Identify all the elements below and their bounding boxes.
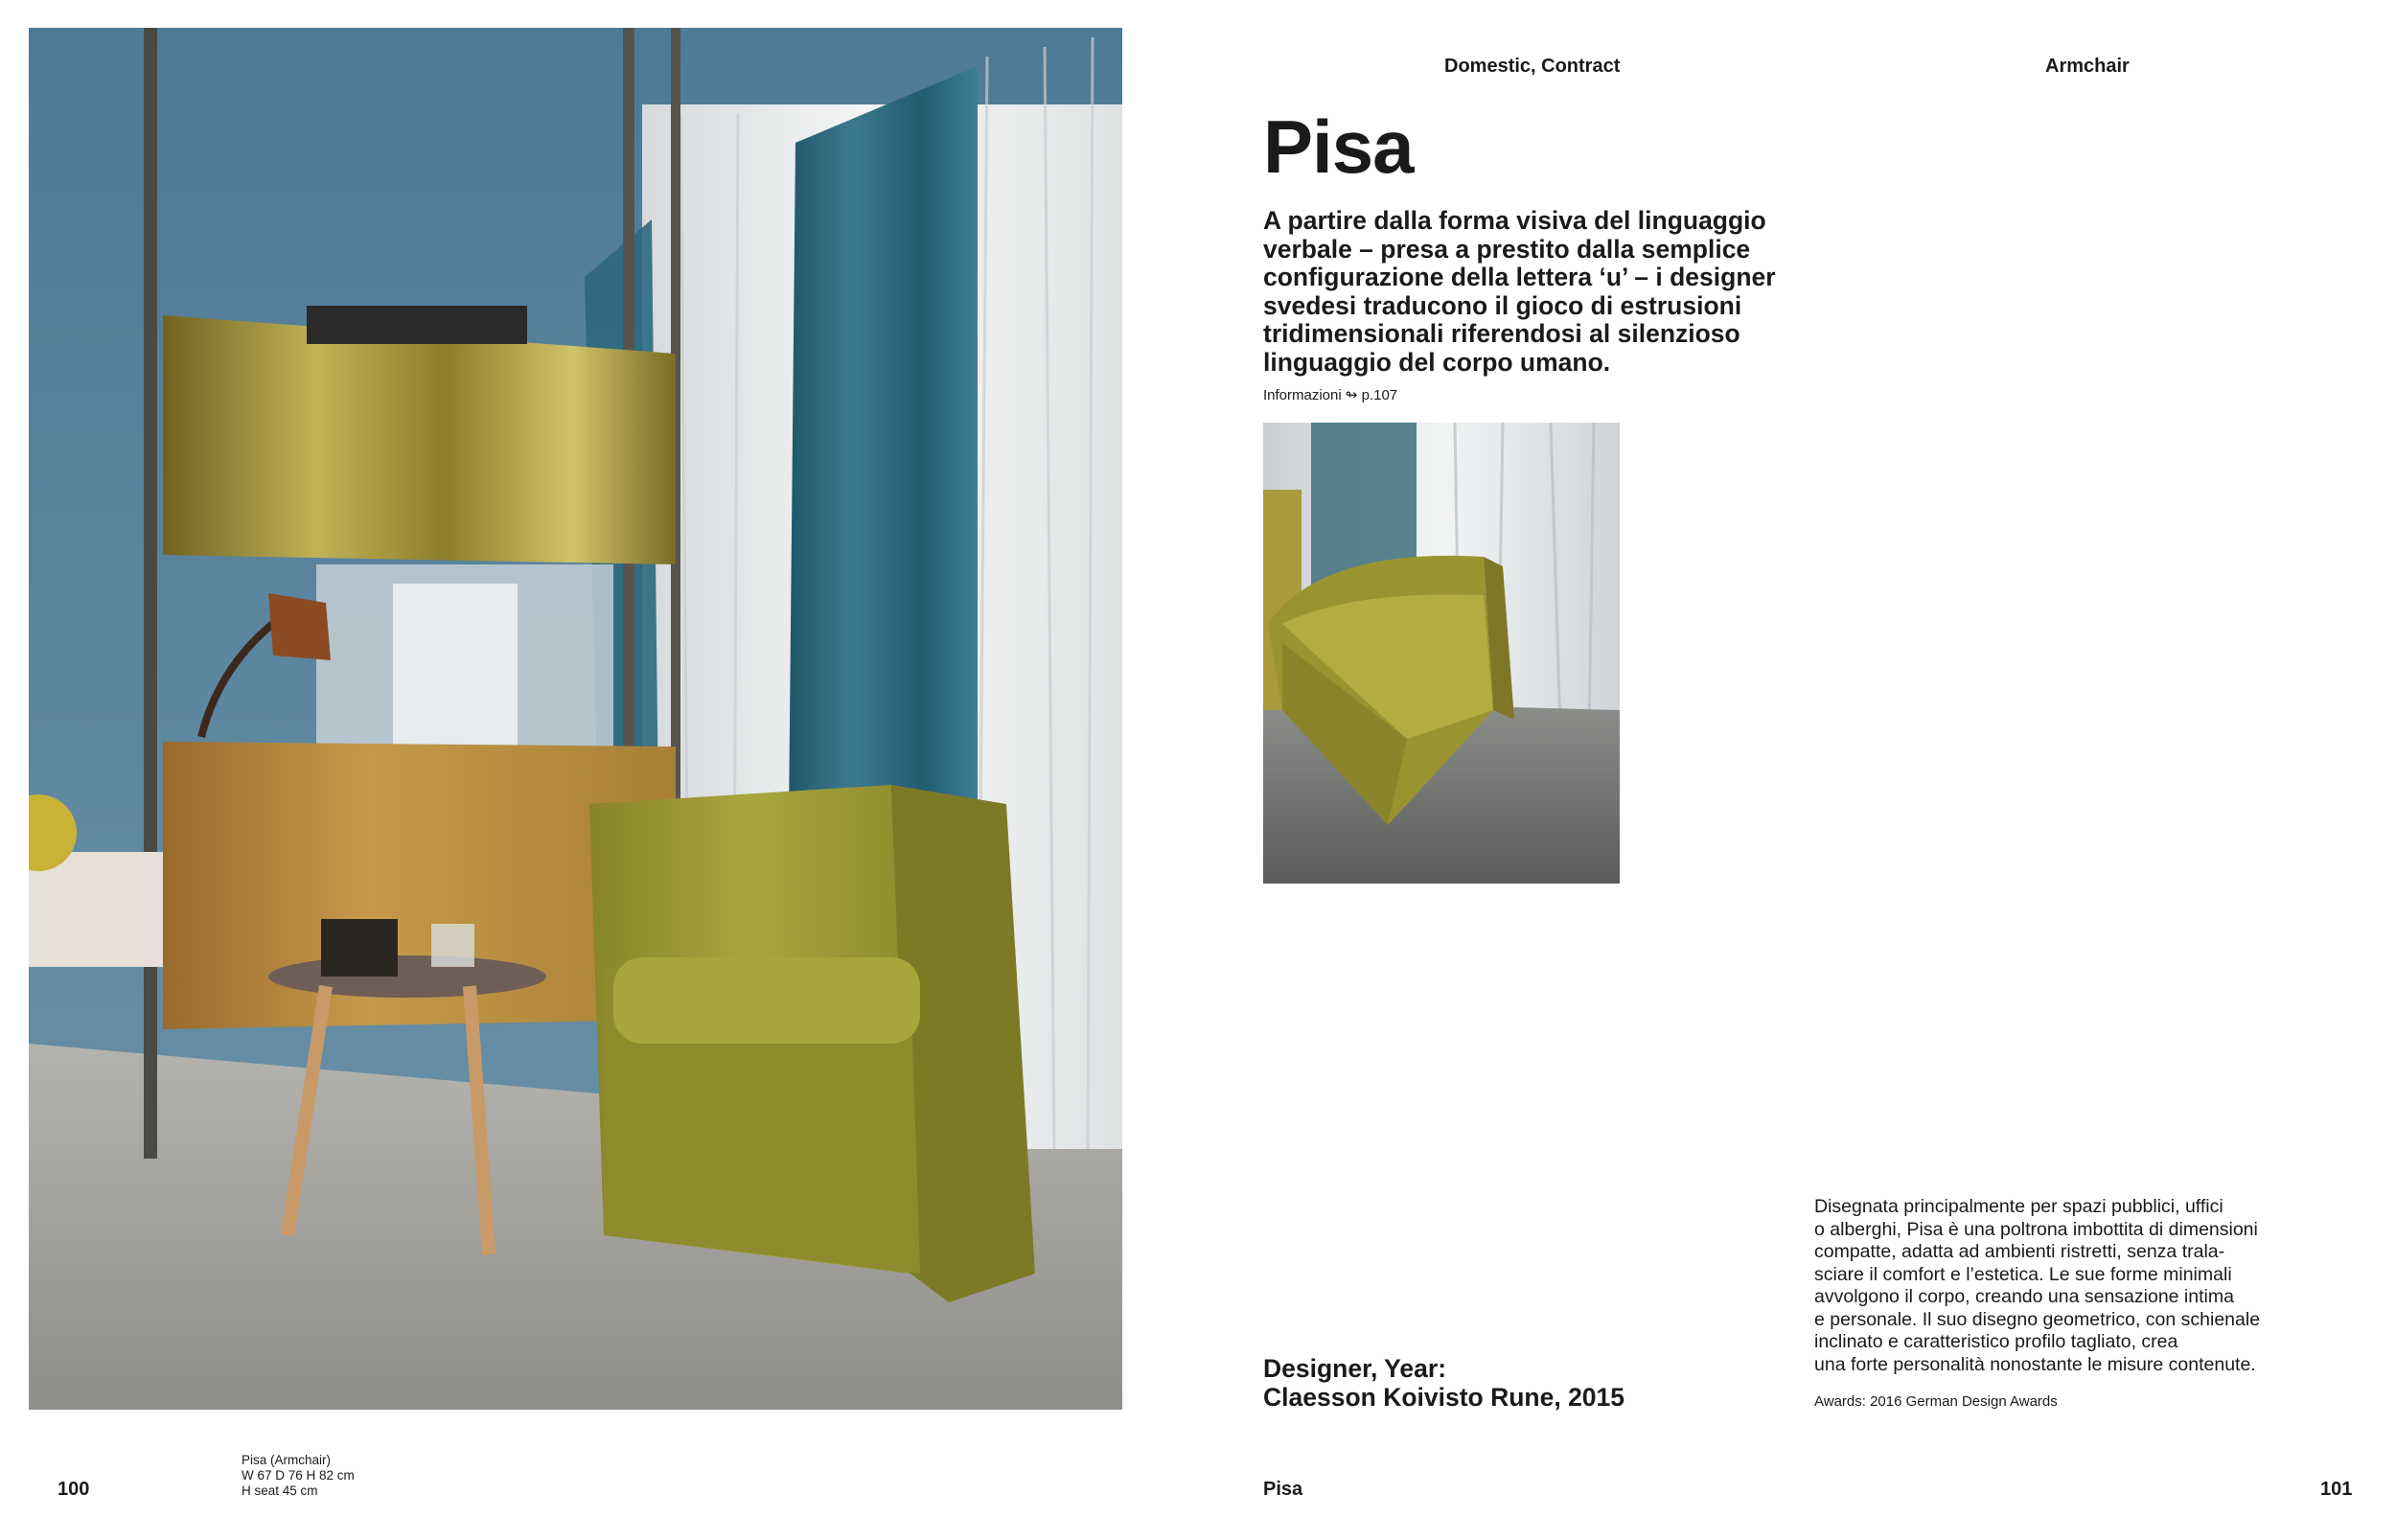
caption-dimensions: W 67 D 76 H 82 cm (242, 1468, 355, 1483)
description-line: sciare il comfort e l’estetica. Le sue forme minimali (1814, 1263, 2232, 1285)
product-caption (242, 1453, 355, 1499)
description-line: compatte, adatta ad ambienti ristretti, senza trala- (1814, 1241, 2225, 1262)
description-line: una forte personalità nonostante le misure contenute. (1814, 1353, 2256, 1375)
category-tag: Domestic, Contract (1444, 56, 1621, 77)
caption-name: Pisa (Armchair) (242, 1453, 332, 1467)
designer-block (1263, 1354, 1624, 1412)
hero-photo (29, 28, 1122, 1410)
page-number-left: 100 (58, 1479, 90, 1500)
page-number-right: 101 (2320, 1479, 2353, 1500)
description-line: e personale. Il suo disegno geometrico, con schienale (1814, 1308, 2261, 1330)
hero-photo-illustration (29, 28, 1122, 1410)
caption-seat-height: H seat 45 cm (242, 1483, 318, 1498)
description-line: o alberghi, Pisa è una poltrona imbottita di dimensioni (1814, 1218, 2258, 1240)
armchair-thumbnail-photo (1263, 423, 1620, 884)
description-line: Disegnata principalmente per spazi pubblici, uffici (1814, 1196, 2223, 1217)
running-title: Pisa (1263, 1479, 1303, 1500)
product-title: Pisa (1263, 104, 1414, 189)
designer-value: Claesson Koivisto Rune, 2015 (1263, 1383, 1625, 1412)
armchair-thumbnail-illustration (1263, 423, 1620, 884)
description-paragraph (1814, 1196, 2351, 1376)
awards-note: Awards: 2016 German Design Awards (1814, 1393, 2058, 1410)
description-line: avvolgono il corpo, creando una sensazione intima (1814, 1286, 2234, 1307)
info-page-link[interactable]: Informazioni ↬ p.107 (1263, 387, 1398, 403)
description-line: inclinato e caratteristico profilo tagliato, crea (1814, 1331, 2178, 1352)
lead-paragraph: A partire dalla forma visiva del linguaggio verbale – presa a prestito dalla semplice configurazione della lettera ‘u’ – i designer svedesi traducono il gioco di estrusioni tridimensionali riferendosi al silenzioso linguaggio del corpo umano. (1263, 206, 1776, 377)
designer-label: Designer, Year: (1263, 1354, 1447, 1383)
type-tag: Armchair (2045, 56, 2130, 77)
